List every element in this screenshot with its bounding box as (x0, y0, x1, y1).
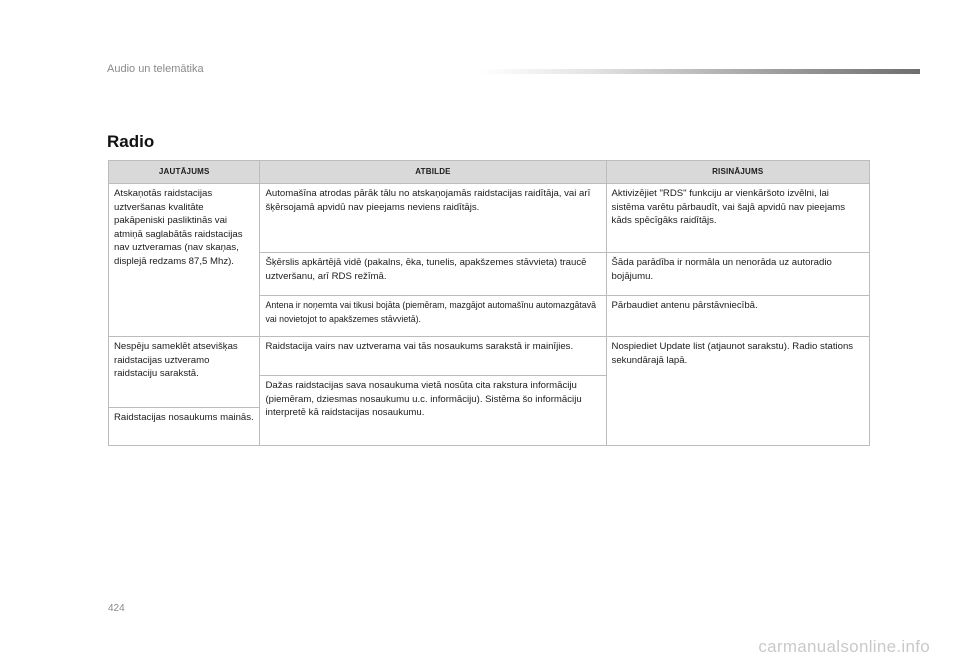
question-cell: Atskaņotās raidstacijas uztveršanas kvalitāte pakāpeniski pasliktinās vai atmiņā saglabātās raidstacijas nav uztveramas (nav skaņas, displejā redzams 87,5 Mhz). (109, 184, 260, 337)
watermark: carmanualsonline.info (758, 637, 930, 656)
table-row (109, 184, 870, 253)
question-cell: Nespēju sameklēt atsevišķas raidstacijas uztveramo raidstaciju sarakstā. (109, 337, 260, 408)
answer-cell: Raidstacija vairs nav uztverama vai tās nosaukums sarakstā ir mainījies. (260, 337, 606, 376)
solution-cell: Nospiediet Update list (atjaunot sarakstu). Radio stations sekundārajā lapā. (606, 337, 869, 446)
header-solution: RISINĀJUMS (606, 161, 869, 184)
header-answer: ATBILDE (260, 161, 606, 184)
table-row (109, 337, 870, 376)
answer-cell: Šķērslis apkārtējā vidē (pakalns, ēka, tunelis, apakšzemes stāvvieta) traucē uztveršanu, arī RDS režīmā. (260, 253, 606, 296)
question-cell: Raidstacijas nosaukums mainās. (109, 408, 260, 446)
header-question: JAUTĀJUMS (109, 161, 260, 184)
solution-cell: Aktivizējiet "RDS" funkciju ar vienkāršoto izvēlni, lai sistēma varētu pārbaudīt, vai šajā apvidū nav pieejams kāds spēcīgāks raidītājs. (606, 184, 869, 253)
chapter-title: Audio un telemātika (107, 63, 204, 75)
solution-cell: Šāda parādība ir normāla un nenorāda uz autoradio bojājumu. (606, 253, 869, 296)
answer-cell: Dažas raidstacijas sava nosaukuma vietā nosūta cita rakstura informāciju (piemēram, dziesmas nosaukumu u.c. informāciju). Sistēma šo informāciju interpretē kā raidstacijas nosaukumu. (260, 376, 606, 446)
header-gradient-bar (480, 69, 920, 74)
troubleshooting-table (108, 160, 870, 446)
section-title: Radio (107, 132, 155, 151)
table-header-row (109, 161, 870, 184)
solution-cell: Pārbaudiet antenu pārstāvniecībā. (606, 296, 869, 337)
answer-cell: Antena ir noņemta vai tikusi bojāta (piemēram, mazgājot automašīnu automazgātavā vai novietojot to apakšzemes stāvvietā). (260, 296, 606, 337)
page-number: 424 (108, 603, 125, 614)
answer-cell: Automašīna atrodas pārāk tālu no atskaņojamās raidstacijas raidītāja, vai arī šķērsojamā apvidū nav pieejams neviens raidītājs. (260, 184, 606, 253)
